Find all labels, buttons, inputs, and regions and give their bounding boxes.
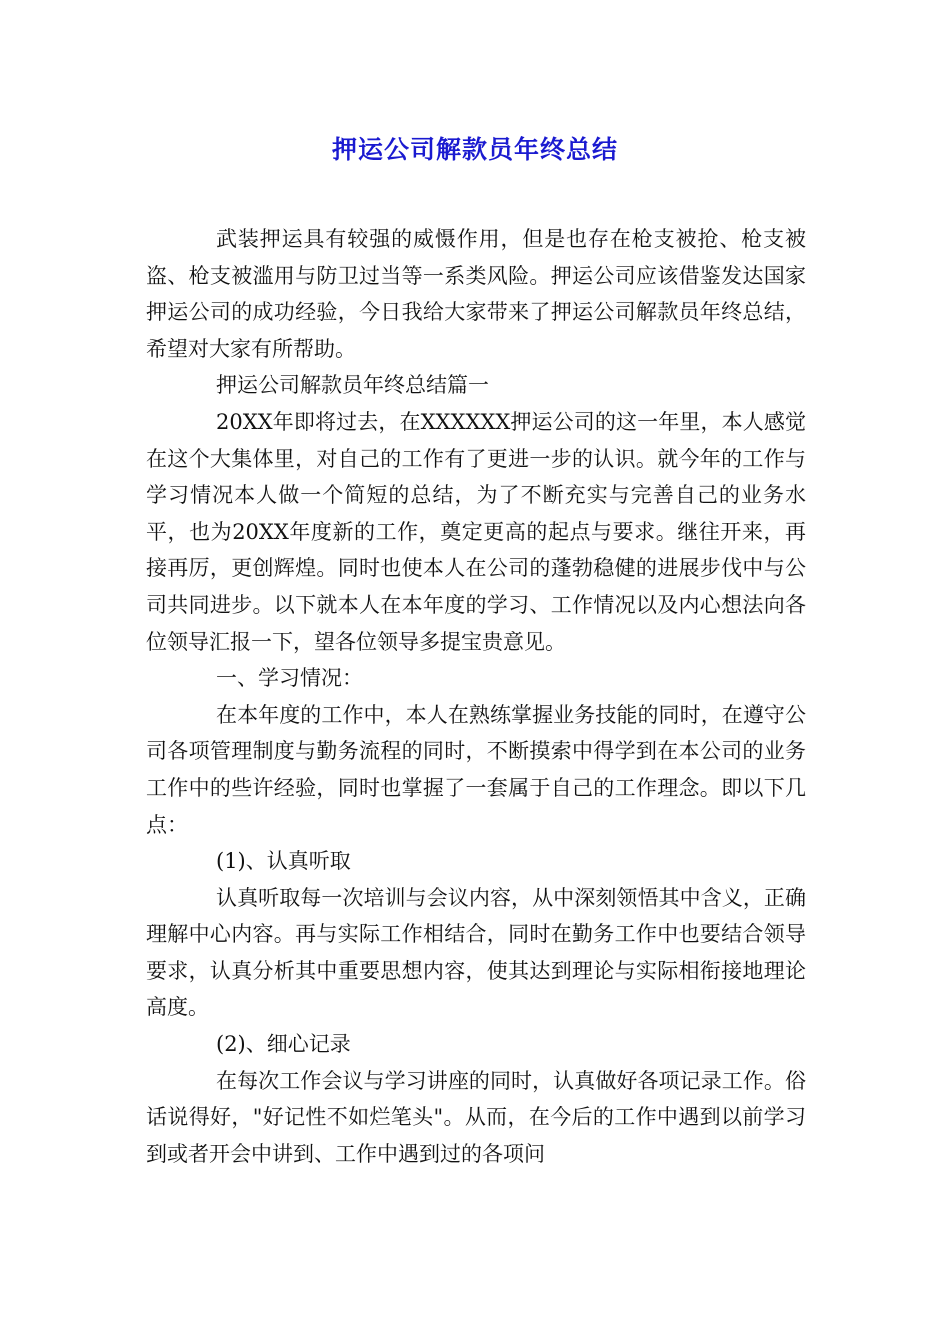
heading-listen-carefully: (1)、认真听取 xyxy=(216,849,351,874)
record-paragraph: 在每次工作会议与学习讲座的同时，认真做好各项记录工作。俗话说得好，"好记性不如烂笔头"。从而，在今后的工作中遇到以前学习到或者开会中讲到、工作中遇到过的各项问 xyxy=(146,1068,806,1166)
heading-study-situation: 一、学习情况： xyxy=(216,666,363,691)
document-title: 押运公司解款员年终总结 xyxy=(331,135,618,164)
document-body xyxy=(146,221,806,1172)
heading-record-carefully: (2)、细心记录 xyxy=(216,1032,351,1057)
summary-paragraph: 20XX年即将过去，在XXXXXX押运公司的这一年里，本人感觉在这个大集体里，对自己的工作有了更进一步的认识。就今年的工作与学习情况本人做一个简短的总结，为了不断充实与完善自己的业务水平，也为20XX年度新的工作，奠定更高的起点与要求。继往开来，再接再厉，更创辉煌。同时也使本人在公司的蓬勃稳健的进展步伐中与公司共同进步。以下就本人在本年度的学习、工作情况以及内心想法向各位领导汇报一下，望各位领导多提宝贵意见。 xyxy=(146,409,806,654)
study-paragraph: 在本年度的工作中，本人在熟练掌握业务技能的同时，在遵守公司各项管理制度与勤务流程的同时，不断摸索中得学到在本公司的业务工作中的些许经验，同时也掌握了一套属于自己的工作理念。即以下几点： xyxy=(146,702,806,837)
listen-paragraph: 认真听取每一次培训与会议内容，从中深刻领悟其中含义，正确理解中心内容。再与实际工作相结合，同时在勤务工作中也要结合领导要求，认真分析其中重要思想内容，使其达到理论与实际相衔接地理论高度。 xyxy=(146,885,806,1020)
section-heading-part-one: 押运公司解款员年终总结篇一 xyxy=(216,373,489,398)
intro-paragraph: 武装押运具有较强的威慑作用，但是也存在枪支被抢、枪支被盗、枪支被滥用与防卫过当等一系类风险。押运公司应该借鉴发达国家押运公司的成功经验，今日我给大家带来了押运公司解款员年终总结，希望对大家有所帮助。 xyxy=(146,227,806,361)
